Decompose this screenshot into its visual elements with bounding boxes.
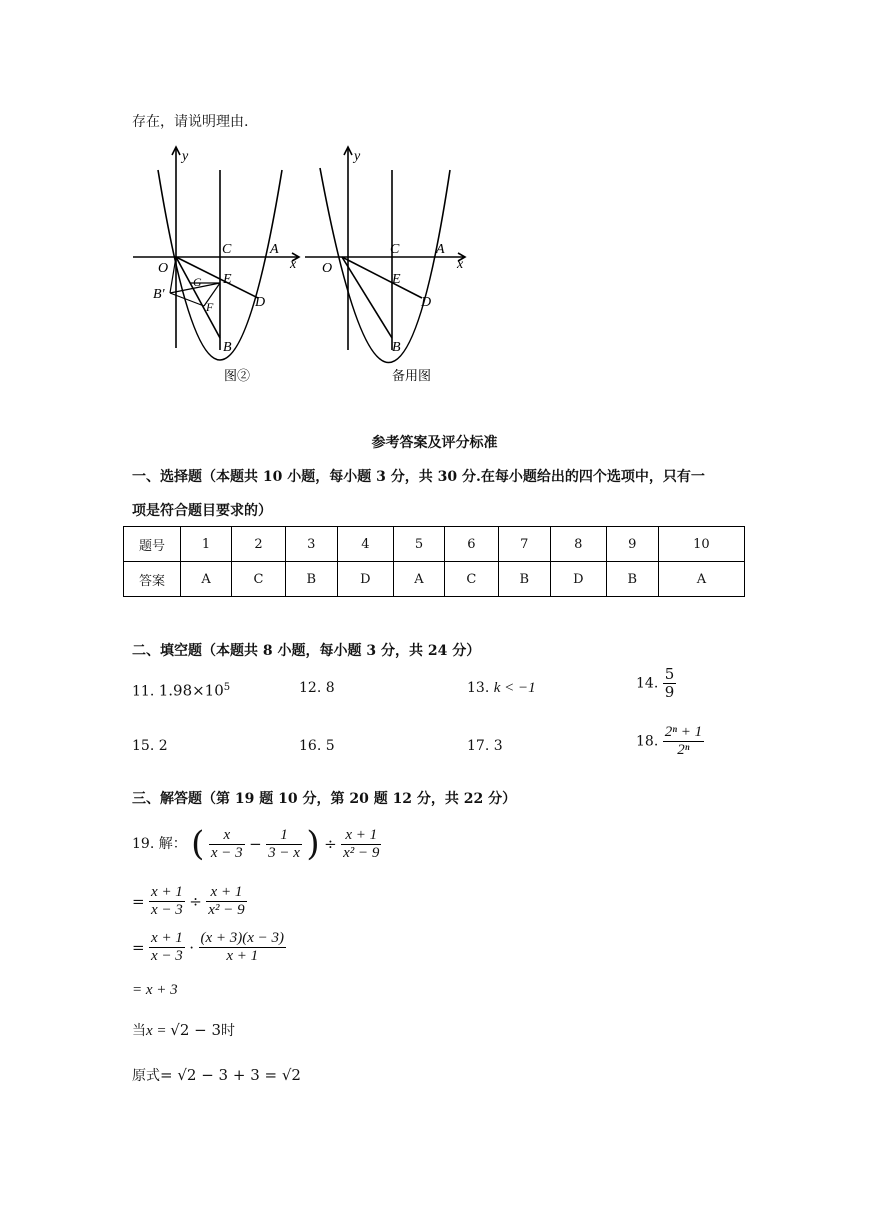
- frac-xp1-over-xm3: [149, 930, 185, 965]
- line-OBp: [170, 257, 176, 293]
- label-x: x: [290, 257, 297, 272]
- num: x + 1: [345, 826, 378, 843]
- frac-x-over-xm3: [209, 827, 245, 862]
- section2-title: 二、填空题（本题共 8 小题，每小题 3 分，共 24 分）: [132, 643, 481, 659]
- figure-backup: [300, 140, 475, 388]
- label-E: E: [223, 272, 232, 287]
- answer-12: 12. 8: [299, 680, 335, 696]
- label-B: B: [392, 340, 401, 355]
- figure-2: [128, 140, 308, 388]
- den: x − 3: [151, 902, 183, 918]
- den: x + 1: [199, 947, 287, 965]
- num-cell: 4: [337, 527, 393, 562]
- label-A: A: [436, 242, 445, 257]
- label-F: F: [206, 300, 214, 314]
- frac-xp1-over-x2m9: [206, 884, 246, 919]
- den: 3 − x: [268, 844, 300, 861]
- left-paren: (: [191, 824, 205, 864]
- answer-17: 17. 3: [467, 738, 503, 754]
- num-cell: 2: [232, 527, 286, 562]
- label-D: D: [421, 295, 432, 310]
- q19-label: 19. 解：: [132, 836, 187, 852]
- frac-1-over-3mx: [266, 827, 302, 862]
- right-paren: ): [306, 824, 320, 864]
- table-row: [124, 562, 745, 597]
- num-cell: 3: [285, 527, 337, 562]
- label-A: A: [270, 242, 279, 257]
- label-Bp: B': [153, 287, 165, 302]
- num: x + 1: [151, 884, 183, 900]
- q11-value: 1.98×10: [158, 681, 224, 700]
- num-cell: 9: [606, 527, 658, 562]
- ans-cell: C: [444, 562, 498, 597]
- num-cell: 10: [658, 527, 744, 562]
- den: x² − 9: [343, 844, 380, 861]
- section3-title: 三、解答题（第 19 题 10 分，第 20 题 12 分，共 22 分）: [132, 791, 517, 807]
- ans-cell: B: [606, 562, 658, 597]
- figure-backup-caption: 备用图: [392, 368, 432, 383]
- label-C: C: [390, 242, 400, 257]
- intro-text: 存在，请说明理由.: [132, 114, 249, 130]
- den: x − 3: [210, 844, 243, 861]
- q14-den: 9: [664, 683, 675, 701]
- q18-num: 2ⁿ + 1: [664, 724, 703, 740]
- frac-xp1-over-xm3: [149, 884, 185, 919]
- q18-fraction: [663, 724, 704, 759]
- q13-value: k < −1: [493, 680, 536, 696]
- num: x + 1: [151, 930, 183, 946]
- num: 1: [280, 826, 288, 843]
- orig-expr: = √2 − 3 + 3 = √2: [160, 1066, 301, 1084]
- q19-when: [132, 1021, 235, 1040]
- ans-cell: D: [550, 562, 606, 597]
- label-E: E: [392, 272, 401, 287]
- label-O: O: [322, 261, 333, 276]
- answer-13: [467, 679, 536, 697]
- label-D: D: [255, 295, 266, 310]
- line-OD: [176, 257, 258, 298]
- figure-2-caption: 图②: [224, 368, 251, 383]
- frac-prod-over-xp1: [199, 930, 287, 965]
- ans-cell: A: [658, 562, 744, 597]
- q11-exp: 5: [223, 682, 231, 693]
- section1-line2: 项是符合题目要求的）: [132, 503, 272, 519]
- answer-14: [636, 666, 676, 701]
- num-cell: 7: [498, 527, 550, 562]
- section1-line1: 一、选择题（本题共 10 小题，每小题 3 分，共 30 分.在每小题给出的四个选项中，只有一: [132, 469, 705, 485]
- ans-cell: C: [232, 562, 286, 597]
- answer-11: [132, 679, 230, 701]
- den: x − 3: [151, 948, 183, 964]
- q14-fraction: [663, 666, 677, 701]
- answer-15: 15. 2: [132, 738, 168, 754]
- q19-step1: = $\frac{x + 1}{x - 3}$ ÷ $\frac{x + 1}{\text{x² − 9}}$: [132, 884, 245, 918]
- q19-line1: 19. 解： ( $\frac{x}{x - 3}$ − $\frac{1}{3 - x}$ ) ÷ $\frac{x + 1}{\text{x² − 9}}$: [132, 824, 380, 864]
- ans-cell: A: [181, 562, 232, 597]
- num: x + 1: [210, 884, 243, 900]
- row-header-ans: 答案: [124, 562, 181, 597]
- label-G: G: [193, 275, 202, 289]
- orig-prefix: 原式: [132, 1068, 160, 1084]
- label-C: C: [222, 242, 232, 257]
- q18-label: 18.: [636, 733, 659, 750]
- num-cell: 6: [444, 527, 498, 562]
- ans-cell: D: [337, 562, 393, 597]
- label-y: y: [354, 149, 361, 164]
- ans-cell: B: [498, 562, 550, 597]
- q18-den: 2ⁿ: [663, 741, 704, 759]
- when-prefix: 当: [132, 1023, 146, 1039]
- when-val: √2 − 3: [170, 1021, 222, 1039]
- num: x: [223, 826, 231, 843]
- label-B: B: [223, 340, 232, 355]
- table-row: [124, 527, 745, 562]
- q19-step2: = $\frac{x + 1}{x - 3}$ · $\frac{(x + 3)(x - 3)}{x + 1}$: [132, 930, 285, 964]
- num: (x + 3)(x − 3): [200, 930, 285, 946]
- ans-cell: B: [285, 562, 337, 597]
- parabola: [320, 168, 450, 363]
- den: x² − 9: [208, 902, 245, 918]
- label-O: O: [158, 261, 169, 276]
- answer-16: 16. 5: [299, 738, 335, 754]
- q19-original: [132, 1066, 301, 1085]
- q11-label: 11.: [132, 683, 155, 700]
- label-y: y: [182, 149, 189, 164]
- when-suffix: 时: [221, 1023, 236, 1039]
- num-cell: 5: [393, 527, 444, 562]
- answer-table: [123, 526, 745, 597]
- q13-label: 13.: [467, 680, 490, 696]
- row-header-num: 题号: [124, 527, 181, 562]
- ans-cell: A: [393, 562, 444, 597]
- num-cell: 8: [550, 527, 606, 562]
- q14-label: 14.: [636, 675, 659, 692]
- num-cell: 1: [181, 527, 232, 562]
- q19-step3: = x + 3: [132, 982, 178, 998]
- answer-title: 参考答案及评分标准: [371, 435, 498, 451]
- when-x: x =: [146, 1023, 171, 1039]
- q14-num: 5: [664, 665, 675, 683]
- label-x: x: [457, 257, 464, 272]
- answer-18: [636, 724, 704, 759]
- frac-xp1-over-x2m9: [341, 827, 381, 862]
